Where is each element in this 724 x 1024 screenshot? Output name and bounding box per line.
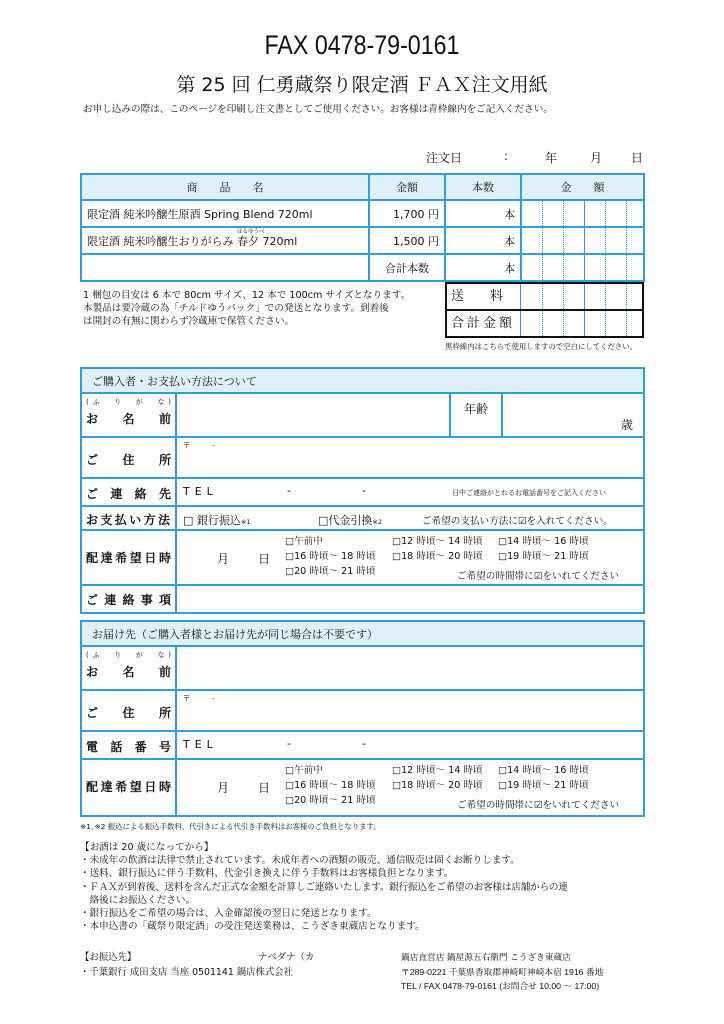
terms-heading: 【お酒は 20 歳になってから】 — [80, 842, 214, 853]
buyer-address-row — [82, 438, 643, 479]
age-label: 年齢 — [449, 394, 503, 436]
slot-checkbox[interactable]: □18 時頃～ 20 時頃 — [392, 551, 483, 562]
age-input[interactable] — [505, 394, 643, 436]
shop-info — [401, 950, 603, 994]
terms-list — [80, 841, 650, 933]
slot-checkbox[interactable]: □16 時頃～ 18 時頃 — [285, 551, 376, 562]
slot-checkbox[interactable]: □18 時頃～ 20 時頃 — [392, 780, 483, 791]
buyer-address-input[interactable]: 〒 - — [183, 441, 215, 450]
slot-checkbox[interactable]: □20 時頃～ 21 時頃 — [285, 795, 376, 806]
delivery-row — [82, 531, 643, 586]
total-quantity-label: 合計本数 — [369, 254, 445, 281]
list-item: ・送料、銀行振込に伴う手数料、代金引き換えに伴う手数料はお客様負担となります。 — [80, 868, 454, 880]
office-use-box — [445, 282, 644, 338]
tel-hint: 日中ご連絡がとれるお電話番号をご記入ください — [452, 489, 606, 497]
amount-field[interactable] — [521, 227, 644, 254]
grand-total-label: 合計金額 — [447, 311, 521, 336]
quantity-unit: 本 — [504, 234, 515, 248]
recipient-name-input[interactable] — [179, 647, 643, 689]
remarks-row — [82, 586, 643, 612]
col-amount: 金 額 — [521, 174, 644, 200]
product-price: 1,500 円 — [369, 227, 445, 254]
age-unit: 歳 — [620, 418, 633, 432]
buyer-contact-row: ご 連 絡 先 TEL - - 日中ご連絡がとれるお電話番号をご記入ください — [82, 479, 643, 507]
col-quantity: 本数 — [445, 174, 521, 200]
total-amount-field[interactable] — [521, 254, 644, 281]
list-item: 絡後にお振込ください。 — [80, 894, 196, 906]
address-label: ご 住 所 — [82, 691, 177, 730]
bank-account-line: ・千葉銀行 成田支店 当座 0501141 鍋店株式会社 — [80, 967, 294, 978]
delivery-month[interactable]: 月 — [217, 552, 230, 566]
delivery-label: 配達希望日時 — [82, 760, 177, 815]
recipient-tel-input[interactable]: TEL — [183, 738, 218, 751]
intro-text: お申し込みの際は、このページを印刷し注文書としてご使用ください。お客様は青枠線内をご記入ください。 — [83, 104, 553, 115]
product-price: 1,700 円 — [369, 200, 445, 227]
slot-checkbox[interactable]: □16 時頃～ 18 時頃 — [285, 780, 376, 791]
packaging-notes: 1 梱包の目安は 6 本で 80cm サイズ、12 本で 100cm サイズとなります。 本製品は要冷蔵の為「チルドゆうパック」での発送となります。到着後 は開封の有無に関わらず冷蔵庫で保管ください。 — [83, 290, 411, 327]
remarks-label: ご 連 絡 事 項 — [82, 586, 177, 612]
slot-checkbox[interactable]: □14 時頃～ 16 時頃 — [498, 536, 589, 547]
name-label: (ふ り が な) お 名 前 — [82, 647, 177, 689]
col-price: 金額 — [369, 174, 445, 200]
buyer-tel-input[interactable]: TEL — [183, 485, 218, 498]
table-row — [81, 227, 644, 254]
amount-field[interactable] — [521, 200, 644, 227]
pay-cod-checkbox[interactable]: □代金引換※2 — [318, 514, 382, 527]
bank-heading: 【お振込先】 — [80, 952, 137, 963]
grand-total-row — [447, 311, 642, 336]
recipient-phone-row: 電 話 番 号 TEL - - — [82, 732, 643, 760]
address-label: ご 住 所 — [82, 438, 177, 477]
list-item: ・本申込書の「蔵祭り限定酒」の受注発送業務は、こうざき東蔵店となります。 — [80, 921, 425, 933]
buyer-heading: ご購入者・お支払い方法について — [82, 369, 643, 394]
order-table-header — [81, 174, 644, 200]
slot-checkbox[interactable]: □20 時頃～ 21 時頃 — [285, 566, 376, 577]
payment-label: お支払い方法 — [82, 507, 177, 529]
shipping-row — [447, 284, 642, 311]
product-name: 限定酒 純米吟醸生おりがらみ はるゆうべ 春夕 720ml — [81, 227, 369, 254]
col-product: 商 品 名 — [81, 174, 369, 200]
order-date-year[interactable]: 年 — [545, 151, 558, 165]
buyer-name-input[interactable] — [179, 394, 449, 436]
shop-contact: TEL / FAX 0478-79-0161 (お問合せ 10:00 ～ 17:00) — [401, 981, 600, 991]
shop-name: 鍋店直営店 鍋屋源五右衛門 こうざき東蔵店 — [401, 952, 571, 962]
slot-checkbox[interactable]: □午前中 — [285, 765, 323, 776]
quantity-unit: 本 — [504, 261, 515, 275]
recipient-heading: お届け先（ご購入者様とお届け先が同じ場合は不要です） — [82, 622, 643, 647]
slot-checkbox[interactable]: □12 時頃～ 14 時頃 — [392, 536, 483, 547]
order-date-colon: : — [504, 149, 509, 163]
list-item: ・銀行振込をご希望の場合は、入金確認後の翌日に発送となります。 — [80, 908, 377, 920]
recipient-address-row — [82, 691, 643, 732]
ruby-base: はるゆうべ 春夕 — [237, 228, 265, 248]
recipient-address-input[interactable]: 〒 - — [183, 694, 215, 703]
slot-checkbox[interactable]: □19 時頃～ 21 時頃 — [498, 551, 589, 562]
order-date-label: 注文日 — [426, 151, 463, 165]
buyer-section — [80, 367, 645, 614]
quantity-field[interactable] — [445, 200, 521, 227]
blank-cell — [81, 254, 369, 281]
product-name: 限定酒 純米吟醸生原酒 Spring Blend 720ml — [81, 200, 369, 227]
buyer-name-row — [82, 394, 643, 438]
ruby-reading: はるゆうべ — [237, 228, 265, 235]
list-item: ・未成年の飲酒は法律で禁止されています。未成年者への酒類の販売、通信販売は固くお断りします。 — [80, 855, 520, 867]
bank-account-kana: ナベダナ（カ — [258, 952, 315, 963]
recipient-section — [80, 620, 645, 817]
pay-bank-checkbox[interactable]: □ 銀行振込※1 — [183, 514, 251, 527]
remarks-input[interactable] — [179, 586, 643, 612]
order-table — [80, 173, 645, 282]
payment-hint: ご希望の支払い方法に☑を入れてください。 — [422, 516, 613, 527]
quantity-unit: 本 — [504, 207, 515, 221]
bank-info — [80, 950, 380, 980]
fee-footnote: ※1､※2 振込による振込手数料、代引きによる代引き手数料はお客様のご負担となります。 — [80, 822, 381, 831]
slot-hint: ご希望の時間帯に☑をいれてください — [457, 800, 620, 811]
table-row — [81, 200, 644, 227]
delivery-month[interactable]: 月 — [217, 781, 230, 795]
slot-checkbox[interactable]: □14 時頃～ 16 時頃 — [498, 765, 589, 776]
page-title: 第 25 回 仁勇蔵祭り限定酒 ＦＡＸ注文用紙 — [176, 74, 548, 96]
slot-checkbox[interactable]: □12 時頃～ 14 時頃 — [392, 765, 483, 776]
delivery-label: 配達希望日時 — [82, 531, 177, 584]
slot-hint: ご希望の時間帯に☑をいれてください — [457, 571, 620, 582]
table-row-total — [81, 254, 644, 281]
shop-address: 〒289-0221 千葉県香取郡神崎町神崎本宿 1916 番地 — [401, 966, 604, 977]
slot-checkbox[interactable]: □19 時頃～ 21 時頃 — [498, 780, 589, 791]
recipient-delivery-row — [82, 760, 643, 815]
slot-checkbox[interactable]: □午前中 — [285, 536, 323, 547]
phone-label: 電 話 番 号 — [82, 732, 177, 758]
contact-label: ご 連 絡 先 — [82, 479, 177, 505]
recipient-name-row — [82, 647, 643, 691]
office-use-note: 黒枠線内はこちらで使用しますので空白にしてください。 — [445, 342, 638, 351]
delivery-day[interactable]: 日 — [258, 552, 271, 566]
shipping-label: 送 料 — [447, 284, 521, 309]
order-date-day[interactable]: 日 — [631, 151, 644, 165]
list-item: ・ＦＡＸが到着後、送料を含んだ正式な金額を計算しご連絡いたします。銀行振込をご希望のお客様は店舗からの連 — [80, 881, 568, 893]
delivery-day[interactable]: 日 — [258, 781, 271, 795]
name-label: (ふ り が な) お 名 前 — [82, 394, 177, 436]
payment-row — [82, 507, 643, 531]
total-quantity-field[interactable] — [445, 254, 521, 281]
fax-number-title: FAX 0478-79-0161 — [264, 30, 460, 60]
order-date-month[interactable]: 月 — [590, 151, 603, 165]
quantity-field[interactable] — [445, 227, 521, 254]
